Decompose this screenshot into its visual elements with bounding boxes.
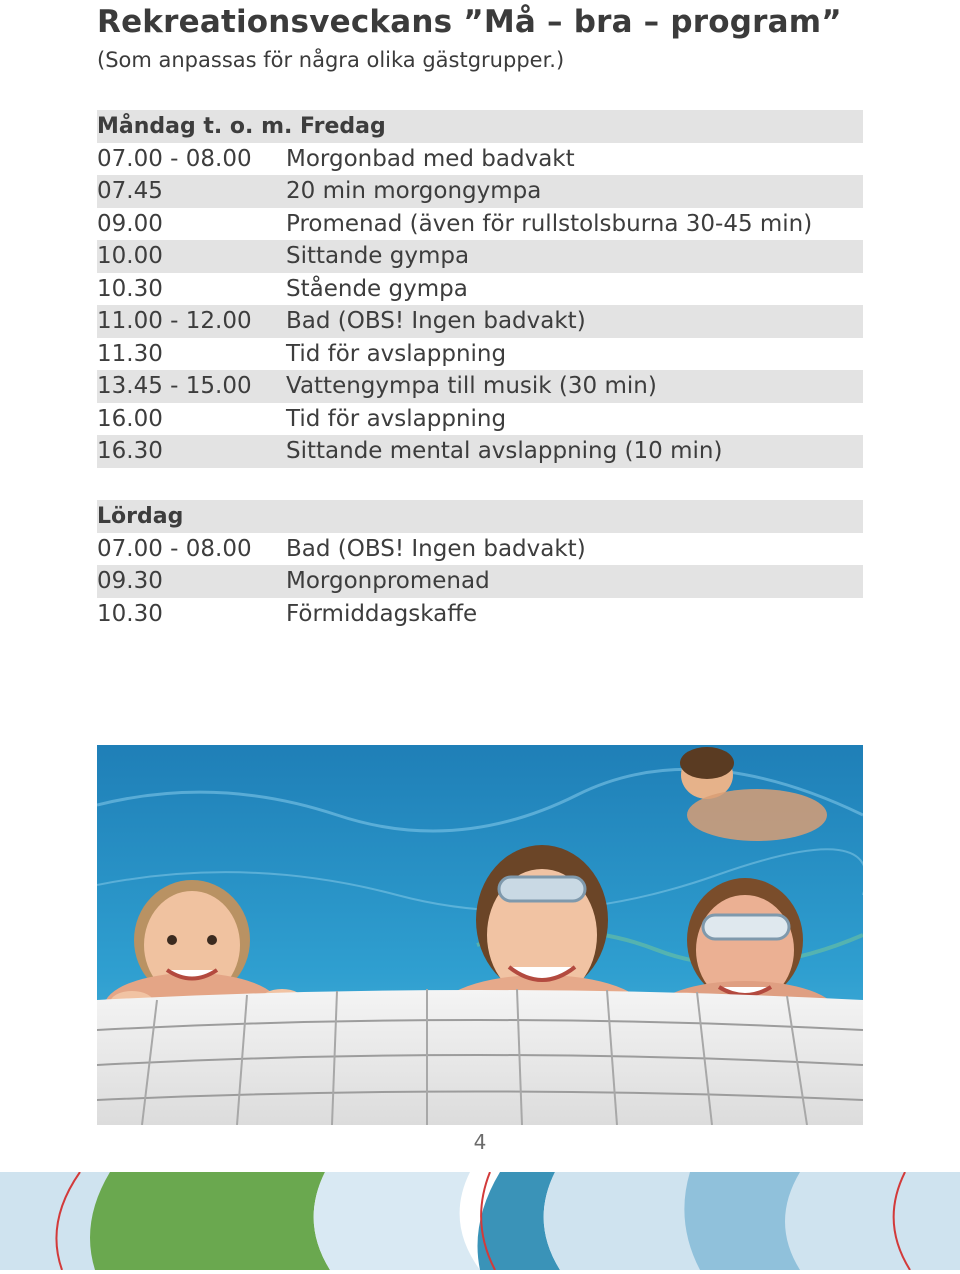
schedule-row xyxy=(97,598,863,631)
schedule-row xyxy=(97,208,863,241)
row-activity: Tid för avslappning xyxy=(286,340,507,367)
footer-green-shape xyxy=(90,1172,330,1270)
row-activity: 20 min morgongympa xyxy=(286,178,542,205)
row-activity: Tid för avslappning xyxy=(286,405,507,432)
row-time: 07.00 - 08.00 xyxy=(97,145,252,172)
row-activity: Sittande gympa xyxy=(286,243,470,270)
schedule-row xyxy=(97,305,863,338)
row-time: 07.00 - 08.00 xyxy=(97,535,252,562)
row-activity: Morgonpromenad xyxy=(286,568,490,595)
row-time: 11.30 xyxy=(97,340,163,367)
schedule-row xyxy=(97,435,863,468)
pool-photo xyxy=(97,745,863,1125)
page-title: Rekreationsveckans ”Må – bra – program” xyxy=(97,4,842,40)
weekday-schedule xyxy=(97,110,863,468)
row-time: 13.45 - 15.00 xyxy=(97,373,252,400)
page-subtitle: (Som anpassas för några olika gästgrupper.) xyxy=(97,48,565,72)
footer-teal-shape xyxy=(684,1172,800,1270)
schedule-row xyxy=(97,338,863,371)
page-number: 4 xyxy=(473,1130,487,1154)
row-time: 09.30 xyxy=(97,568,163,595)
row-time: 11.00 - 12.00 xyxy=(97,308,252,335)
schedule-row xyxy=(97,143,863,176)
schedule-row xyxy=(97,175,863,208)
row-activity: Stående gympa xyxy=(286,275,468,302)
schedule-row xyxy=(97,370,863,403)
schedule-row xyxy=(97,565,863,598)
row-time: 09.00 xyxy=(97,210,163,237)
saturday-heading: Lördag xyxy=(97,500,863,533)
row-time: 16.00 xyxy=(97,405,163,432)
row-activity: Bad (OBS! Ingen badvakt) xyxy=(286,308,586,335)
row-activity: Promenad (även för rullstolsburna 30-45 min) xyxy=(286,210,813,237)
schedule-row xyxy=(97,403,863,436)
row-activity: Vattengympa till musik (30 min) xyxy=(286,373,657,400)
row-activity: Morgonbad med badvakt xyxy=(286,145,575,172)
row-time: 10.00 xyxy=(97,243,163,270)
schedule-row xyxy=(97,533,863,566)
row-activity: Sittande mental avslappning (10 min) xyxy=(286,438,723,465)
footer-light-blue-shape xyxy=(314,1172,480,1270)
pool-edge-tiles xyxy=(97,989,863,1125)
row-time: 10.30 xyxy=(97,275,163,302)
schedule-row xyxy=(97,240,863,273)
footer-decoration xyxy=(0,1172,960,1270)
schedule-row xyxy=(97,273,863,306)
row-activity: Bad (OBS! Ingen badvakt) xyxy=(286,535,586,562)
saturday-schedule xyxy=(97,500,863,630)
row-activity: Förmiddagskaffe xyxy=(286,600,478,627)
row-time: 16.30 xyxy=(97,438,163,465)
weekday-heading: Måndag t. o. m. Fredag xyxy=(97,110,863,143)
row-time: 07.45 xyxy=(97,178,163,205)
row-time: 10.30 xyxy=(97,600,163,627)
